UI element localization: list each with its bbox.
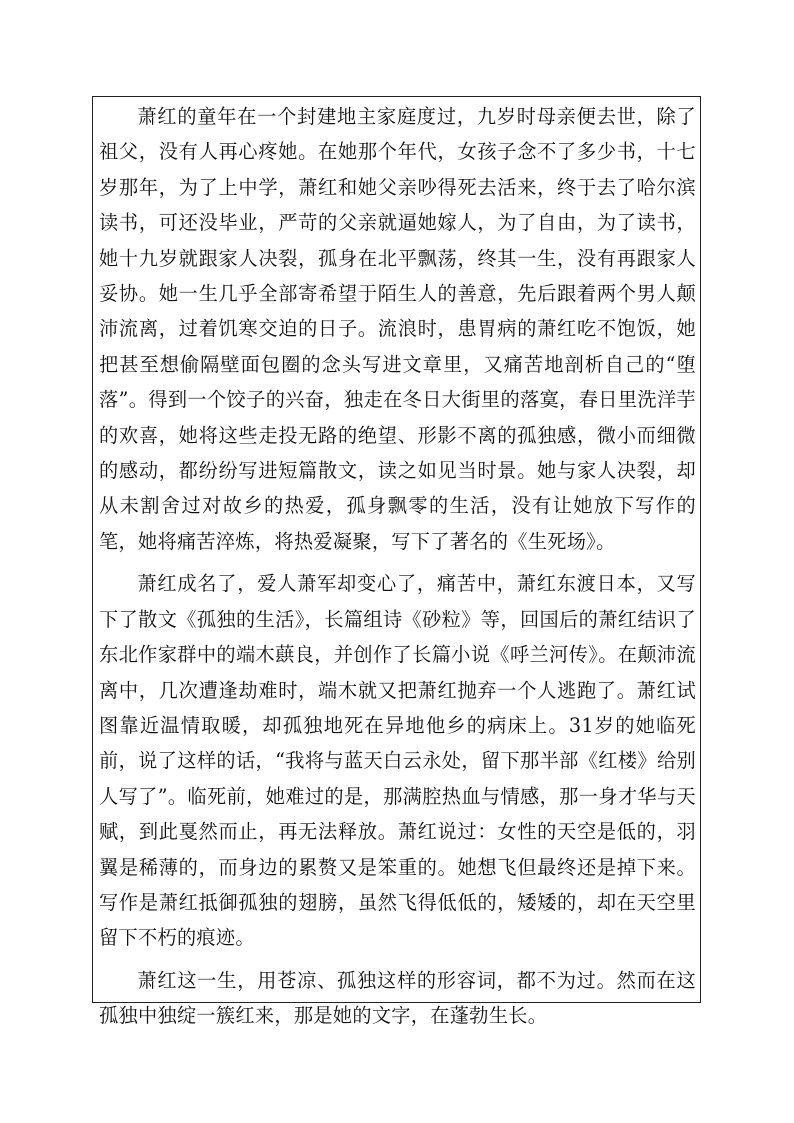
paragraph-1: 萧红的童年在一个封建地主家庭度过，九岁时母亲便去世，除了祖父，没有人再心疼她。在她那个年代，女孩子念不了多少书，十七岁那年，为了上中学，萧红和她父亲吵得死去活来，终于去了哈尔滨读书，可还没毕业，严苛的父亲就逼她嫁人，为了自由，为了读书，她十九岁就跟家人决裂，孤身在北平飘荡，终其一生，没有再跟家人妥协。她一生几乎全部寄希望于陌生人的善意，先后跟着两个男人颠沛流离，过着饥寒交迫的日子。流浪时，患胃病的萧红吃不饱饭，她把甚至想偷隔壁面包圈的念头写进文章里，又痛苦地剖析自己的“堕落”。得到一个饺子的兴奋，独走在冬日大街里的落寞，春日里洗洋芋的欢喜，她将这些走投无路的绝望、形影不离的孤独感，微小而细微的感动，都纷纷写进短篇散文，读之如见当时景。她与家人决裂，却从未割舍过对故乡的热爱，孤身飘零的生活，没有让她放下写作的笔，她将痛苦淬炼，将热爱凝聚，写下了著名的《生死场》。	[99, 105, 696, 553]
paragraph-3: 萧红这一生，用苍凉、孤独这样的形容词，都不为过。然而在这孤独中独绽一簇红来，那是她的文字，在蓬勃生长。	[99, 968, 696, 1028]
text-box	[92, 96, 701, 1028]
paragraph-2: 萧红成名了，爱人萧军却变心了，痛苦中，萧红东渡日本，又写下了散文《孤独的生活》，长篇组诗《砂粒》等，回国后的萧红结识了东北作家群中的端木蕻良，并创作了长篇小说《呼兰河传》。在颠沛流离中，几次遭逢劫难时，端木就又把萧红抛弃一个人逃跑了。萧红试图靠近温情取暖，却孤独地死在异地他乡的病床上。31岁的她临死前，说了这样的话，“我将与蓝天白云永处，留下那半部《红楼》给别人写了”。临死前，她难过的是，那满腔热血与情感，那一身才华与天赋，到此戛然而止，再无法释放。萧红说过：女性的天空是低的，羽翼是稀薄的，而身边的累赘又是笨重的。她想飞但最终还是掉下来。写作是萧红抵御孤独的翅膀，虽然飞得低低的，矮矮的，却在天空里留下不朽的痕迹。	[99, 572, 696, 950]
